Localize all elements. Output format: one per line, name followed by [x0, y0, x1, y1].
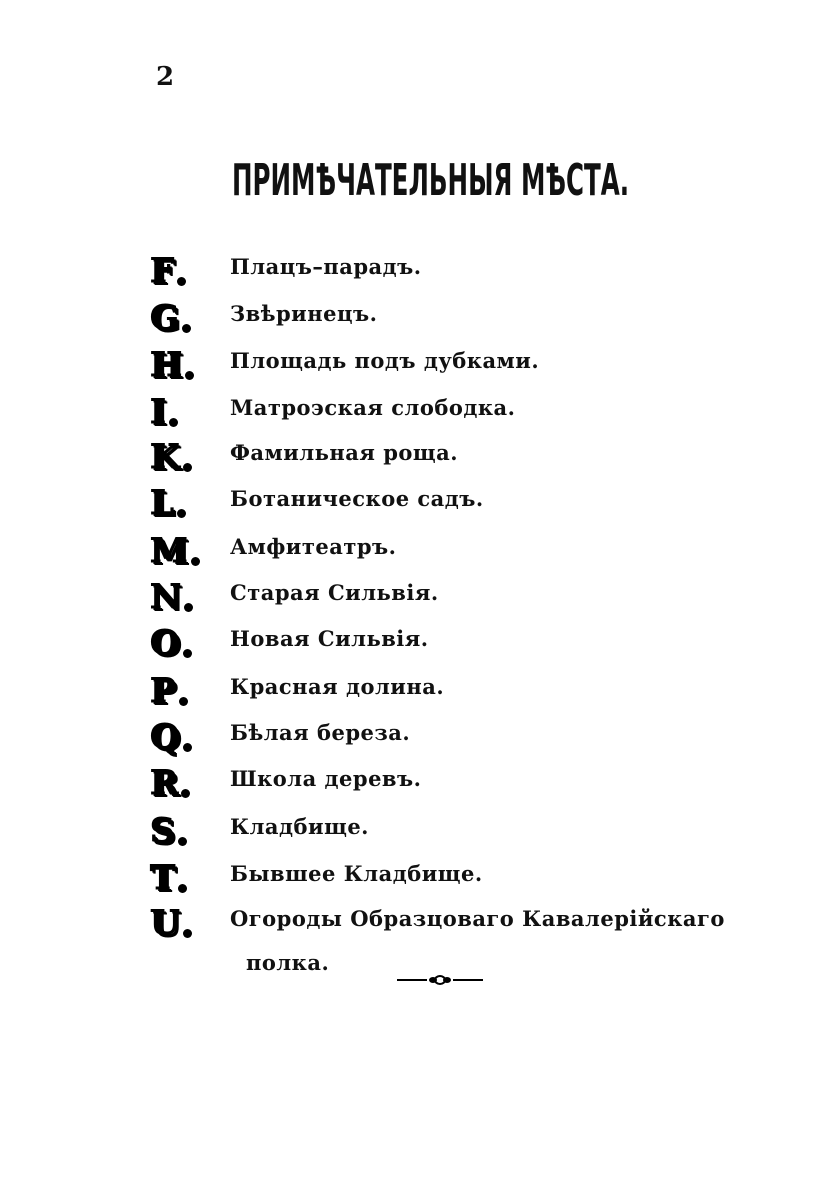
page-title: ПРИМѢЧАТЕЛЬНЫЯ МѢСТА.: [232, 155, 630, 206]
list-item: [0, 389, 840, 435]
item-letter-glyph: I: [150, 392, 166, 432]
bullet-dot-icon: [183, 463, 192, 472]
item-letter-glyph: S: [150, 811, 175, 851]
item-label: Школа деревъ.: [230, 766, 422, 791]
list-item: [0, 528, 840, 574]
item-letter-glyph: G: [150, 298, 180, 338]
item-label: Плацъ–парадъ.: [230, 254, 422, 279]
item-letter-glyph: N: [150, 577, 182, 617]
item-label-continuation: полка.: [246, 950, 330, 975]
item-letter-glyph: O: [150, 623, 180, 663]
item-label: Кладбище.: [230, 814, 369, 839]
item-letter-glyph: F: [150, 251, 175, 291]
item-letter-glyph: L: [150, 483, 174, 523]
bullet-dot-icon: [181, 789, 190, 798]
item-letter: [150, 574, 212, 617]
item-label: Площадь подъ дубками.: [230, 348, 540, 373]
list-item: [0, 808, 840, 854]
item-label: Амфитеатръ.: [230, 534, 397, 559]
item-letter: [150, 389, 212, 432]
bullet-dot-icon: [183, 743, 192, 752]
list-item: [0, 295, 840, 341]
item-label: Новая Сильвія.: [230, 626, 429, 651]
item-letter: [150, 342, 212, 385]
item-letter: [150, 434, 212, 477]
bullet-dot-icon: [185, 371, 194, 380]
item-label: Бѣлая береза.: [230, 720, 411, 745]
item-letter: [150, 528, 212, 571]
list-item: [0, 714, 840, 760]
item-letter: [150, 900, 212, 943]
list-item: [0, 855, 840, 901]
ornament-divider-icon: [397, 973, 483, 987]
item-label: Матроэская слободка.: [230, 395, 516, 420]
list-item: [0, 620, 840, 666]
item-letter-glyph: M: [150, 531, 188, 571]
bullet-dot-icon: [179, 697, 188, 706]
list-item: [0, 760, 840, 806]
item-label: Красная долина.: [230, 674, 445, 699]
item-letter-glyph: U: [150, 903, 180, 943]
item-letter-glyph: P: [150, 671, 176, 711]
item-letter: [150, 480, 212, 523]
bullet-dot-icon: [183, 929, 192, 938]
item-letter-glyph: Q: [150, 717, 180, 757]
item-label: Бывшее Кладбище.: [230, 861, 483, 886]
list-item: [0, 434, 840, 480]
item-letter: [150, 620, 212, 663]
item-label: Фамильная роща.: [230, 440, 459, 465]
item-label: Огороды Образцоваго Кавалерiйскаго: [230, 906, 725, 931]
bullet-dot-icon: [191, 557, 200, 566]
item-letter-glyph: K: [150, 437, 180, 477]
item-letter: [150, 760, 212, 803]
item-letter-glyph: R: [150, 763, 179, 803]
item-letter: [150, 668, 212, 711]
bullet-dot-icon: [177, 277, 186, 286]
item-letter-glyph: H: [150, 345, 183, 385]
bullet-dot-icon: [183, 649, 192, 658]
bullet-dot-icon: [169, 418, 178, 427]
item-letter: [150, 295, 212, 338]
item-label: Старая Сильвія.: [230, 580, 439, 605]
bullet-dot-icon: [178, 837, 187, 846]
bullet-dot-icon: [178, 884, 187, 893]
item-letter: [150, 855, 212, 898]
bullet-dot-icon: [184, 603, 193, 612]
list-item: [0, 480, 840, 526]
item-label: Звѣринецъ.: [230, 301, 378, 326]
item-letter: [150, 714, 212, 757]
list-item: [0, 248, 840, 294]
list-item: [0, 574, 840, 620]
item-letter: [150, 248, 212, 291]
list-item: [0, 668, 840, 714]
bullet-dot-icon: [177, 509, 186, 518]
page-number: 2: [156, 62, 175, 92]
list-item: [0, 342, 840, 388]
item-letter-glyph: T: [150, 858, 176, 898]
bullet-dot-icon: [182, 324, 191, 333]
item-letter: [150, 808, 212, 851]
item-label: Ботаническое садъ.: [230, 486, 484, 511]
